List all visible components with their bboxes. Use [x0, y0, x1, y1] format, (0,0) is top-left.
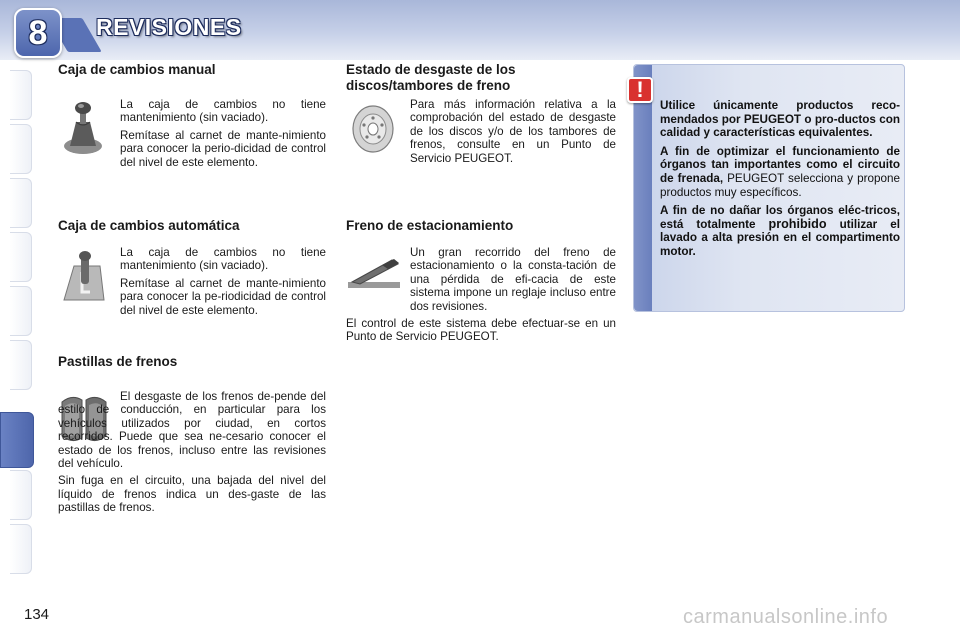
- brake-pads-p2: Sin fuga en el circuito, una bajada del nivel del líquido de frenos indica un des-gaste de las pastillas de frenos.: [58, 474, 326, 515]
- automatic-gearbox-title: Caja de cambios automática: [58, 218, 240, 233]
- warning-p3-c: utilizar: [826, 217, 878, 231]
- brake-pads-title: Pastillas de frenos: [58, 354, 178, 369]
- warning-box: [633, 64, 905, 312]
- brake-discs-p1: Para más información relativa a la comprobación del estado de desgaste de los discos y/o de los tambores de frenos, consulte en un Punto de Servicio PEUGEOT.: [410, 98, 616, 165]
- chapter-tab-rail: [0, 62, 34, 578]
- warning-p2-bold: A fin de optimizar el funcionamiento de órganos tan importantes como el circuito de frenada,: [660, 144, 900, 185]
- brake-discs-text: [410, 98, 616, 169]
- page-title: REVISIONES: [96, 14, 242, 40]
- automatic-gear-selector-icon: [60, 250, 108, 306]
- brake-pads-text: [58, 390, 326, 519]
- warning-exclamation-icon: !: [627, 77, 653, 103]
- automatic-gearbox-p2: Remítase al carnet de mante-nimiento para conocer la pe-riodicidad de control del nivel de este elemento.: [120, 276, 326, 317]
- chapter-tab-4[interactable]: [10, 232, 32, 282]
- parking-brake-text: [346, 246, 616, 348]
- chapter-tab-1[interactable]: [10, 70, 32, 120]
- warning-p2-rest: PEUGEOT selecciona y propone productos muy específicos.: [660, 171, 900, 199]
- brake-pads-p1: El desgaste de los frenos de-pende del estilo de conducción, en particular para los vehículos utilizados por ciudad, en cortos recorridos. Puede que sea ne-cesario conocer el estado de los frenos, incluso entre las revisiones del vehículo.: [58, 390, 326, 471]
- chapter-tab-8-active[interactable]: [0, 412, 34, 468]
- chapter-tab-3[interactable]: [10, 178, 32, 228]
- warning-p2: [660, 145, 900, 199]
- brake-disc-icon: [350, 104, 396, 154]
- parking-brake-p1: Un gran recorrido del freno de estacionamiento o la consta-tación de una pérdida de efi-cacia de este sistema impone un reglaje incluso entre dos revisiones.: [410, 246, 616, 313]
- watermark: carmanualsonline.info: [683, 606, 889, 628]
- parking-brake-p2: El control de este sistema debe efectuar-se en un Punto de Servicio PEUGEOT.: [346, 317, 616, 344]
- automatic-gearbox-text: [120, 246, 326, 321]
- chapter-badge: [14, 8, 62, 58]
- chapter-tab-6[interactable]: [10, 340, 32, 390]
- chapter-tab-5[interactable]: [10, 286, 32, 336]
- warning-p3-a: A fin de no dañar los órganos eléc-tricos, está totalmente: [660, 204, 900, 231]
- manual-gearbox-p1: La caja de cambios no tiene mantenimiento (sin vaciado).: [120, 98, 326, 125]
- manual-gear-lever-icon: [60, 100, 106, 158]
- warning-p3-d: el lavado a alta presión en el compartimento motor.: [660, 217, 900, 258]
- warning-p3-prohibido: prohibido: [768, 216, 827, 231]
- chapter-number: 8: [28, 13, 48, 52]
- chapter-tab-9[interactable]: [10, 470, 32, 520]
- warning-text: [660, 99, 900, 264]
- warning-p1: Utilice únicamente productos reco-mendados por PEUGEOT o pro-ductos con calidad y características equivalentes.: [660, 99, 900, 140]
- chapter-tab-2[interactable]: [10, 124, 32, 174]
- page-number: 134: [24, 606, 50, 623]
- manual-gearbox-title: Caja de cambios manual: [58, 62, 216, 77]
- brake-discs-title: Estado de desgaste de los discos/tambores de freno: [346, 62, 516, 93]
- parking-brake-title: Freno de estacionamiento: [346, 218, 514, 233]
- manual-gearbox-p2: Remítase al carnet de mante-nimiento para conocer la perio-dicidad de control del nivel de este elemento.: [120, 128, 326, 169]
- warning-p3: [660, 204, 900, 258]
- automatic-gearbox-p1: La caja de cambios no tiene mantenimiento (sin vaciado).: [120, 246, 326, 273]
- manual-gearbox-text: [120, 98, 326, 173]
- chapter-tab-10[interactable]: [10, 524, 32, 574]
